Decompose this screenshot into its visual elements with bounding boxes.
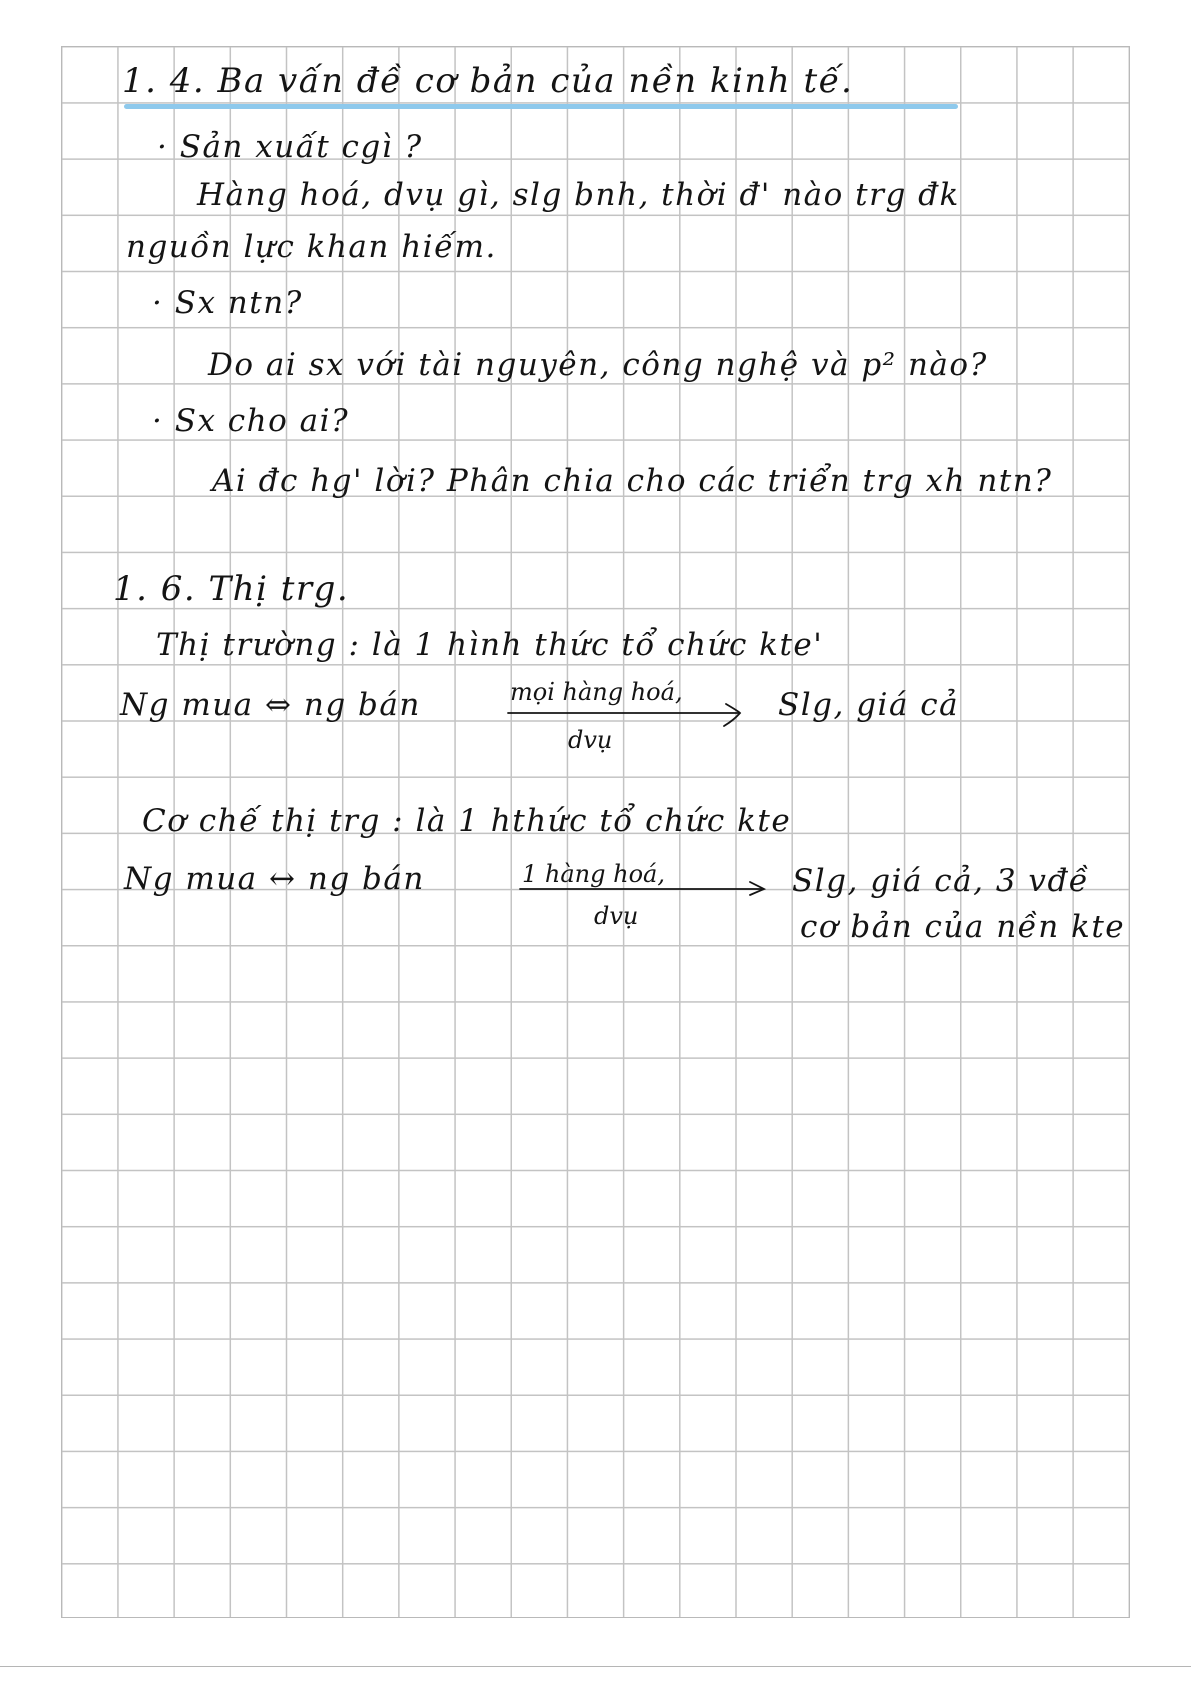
- mechanism-outcome-continued: cơ bản của nền kte: [800, 909, 1126, 945]
- mechanism-outcome: Slg, giá cả, 3 vđề: [792, 863, 1090, 899]
- market-outcome: Slg, giá cả: [778, 687, 960, 723]
- market-arrow-label-bottom: dvụ: [568, 726, 613, 754]
- answer-what-line-1: Hàng hoá, dvụ gì, slg bnh, thời đ' nào trg đk: [197, 177, 960, 213]
- answer-what-line-2: nguồn lực khan hiếm.: [126, 229, 497, 265]
- title-highlight-underline: [124, 104, 958, 109]
- answer-how: Do ai sx với tài nguyên, công nghệ và p² nào?: [208, 347, 988, 383]
- section-1-6-title: 1. 6. Thị trg.: [113, 569, 350, 609]
- mechanism-arrow-label-top: 1 hàng hoá,: [522, 860, 665, 888]
- mechanism-arrow-label-bottom: dvụ: [594, 902, 639, 930]
- market-arrow-label-top: mọi hàng hoá,: [510, 678, 683, 706]
- mechanism-buyer-seller: Ng mua ↔ ng bán: [124, 861, 425, 897]
- page-bottom-rule: [0, 1666, 1191, 1667]
- question-how-to-produce: · Sx ntn?: [152, 285, 303, 321]
- section-1-4-title: 1. 4. Ba vấn đề cơ bản của nền kinh tế.: [122, 61, 854, 101]
- market-buyer-seller: Ng mua ⇔ ng bán: [120, 687, 421, 723]
- mechanism-arrow: [518, 885, 768, 905]
- question-for-whom: · Sx cho ai?: [152, 403, 350, 439]
- market-definition: Thị trường : là 1 hình thức tổ chức kte': [156, 627, 824, 663]
- market-mechanism-definition: Cơ chế thị trg : là 1 hthức tổ chức kte: [142, 803, 792, 839]
- question-what-to-produce: · Sản xuất cgì ?: [157, 129, 423, 165]
- market-arrow: [506, 708, 746, 728]
- answer-for-whom: Ai đc hg' lời? Phân chia cho các triển trg xh ntn?: [212, 463, 1053, 499]
